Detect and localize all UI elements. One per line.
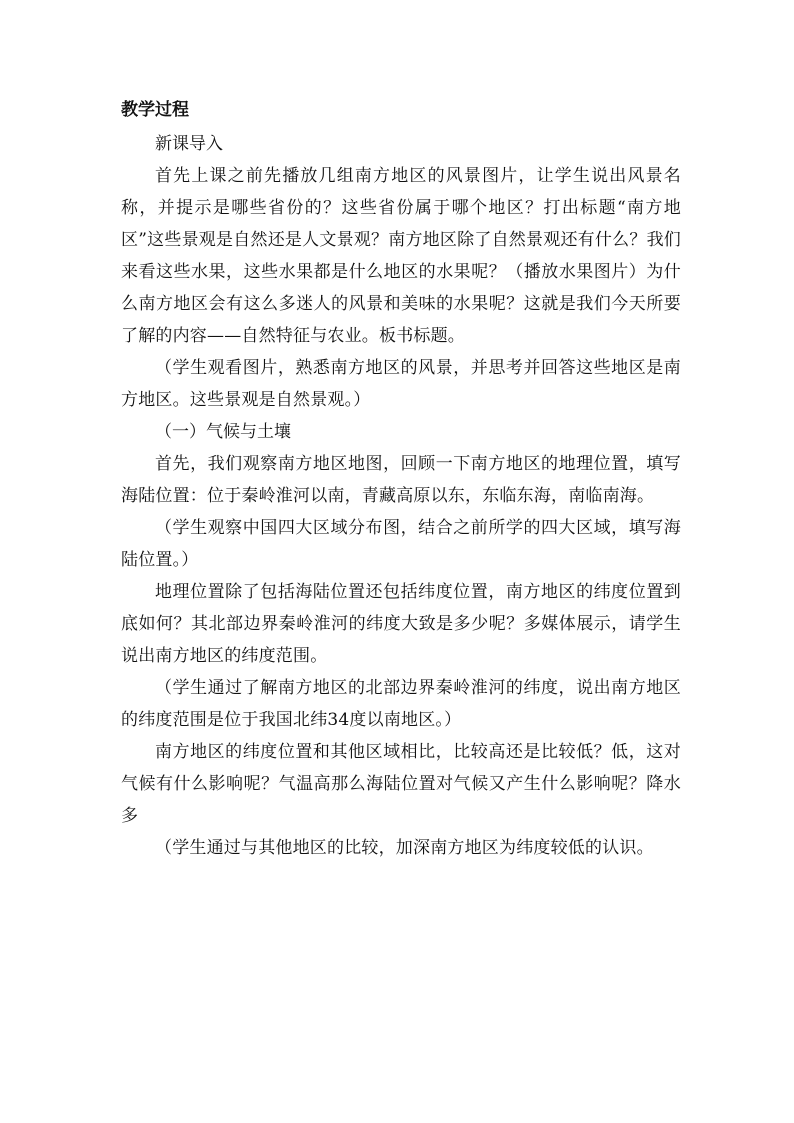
paragraph-intro: 首先上课之前先播放几组南方地区的风景图片，让学生说出风景名称，并提示是哪些省份的？这些省份属于哪个地区？打出标题“南方地区”这些景观是自然还是人文景观？南方地区除了自然景观还有什么？我们来看这些水果，这些水果都是什么地区的水果呢？（播放水果图片）为什么南方地区会有这么多迷人的风景和美味的水果呢？这就是我们今天所要了解的内容——自然特征与农业。板书标题。 — [121, 166, 681, 346]
paragraph-location: 首先，我们观察南方地区地图，回顾一下南方地区的地理位置，填写海陆位置：位于秦岭淮河以南，青藏高原以东，东临东海，南临南海。 — [121, 454, 681, 506]
document-page — [121, 96, 681, 864]
subsection-title-intro: 新课导入 — [155, 134, 223, 154]
subsection-title-climate-soil: （一）气候与土壤 — [155, 422, 291, 442]
paragraph-student-activity-2: （学生观察中国四大区域分布图，结合之前所学的四大区域，填写海陆位置。） — [121, 518, 681, 570]
paragraph-student-activity-4: （学生通过与其他地区的比较，加深南方地区为纬度较低的认识。 — [155, 838, 654, 858]
paragraph-student-activity-1: （学生观看图片，熟悉南方地区的风景，并思考并回答这些地区是南方地区。这些景观是自然景观。） — [121, 358, 681, 410]
paragraph-student-activity-3: （学生通过了解南方地区的北部边界秦岭淮河的纬度，说出南方地区的纬度范围是位于我国北纬34度以南地区。） — [121, 678, 681, 730]
paragraph-latitude: 地理位置除了包括海陆位置还包括纬度位置，南方地区的纬度位置到底如何？其北部边界秦岭淮河的纬度大致是多少呢？多媒体展示，请学生说出南方地区的纬度范围。 — [121, 582, 681, 666]
section-heading: 教学过程 — [121, 100, 189, 120]
paragraph-climate-effect: 南方地区的纬度位置和其他区域相比，比较高还是比较低？低，这对气候有什么影响呢？气温高那么海陆位置对气候又产生什么影响呢？降水多 — [121, 742, 681, 826]
